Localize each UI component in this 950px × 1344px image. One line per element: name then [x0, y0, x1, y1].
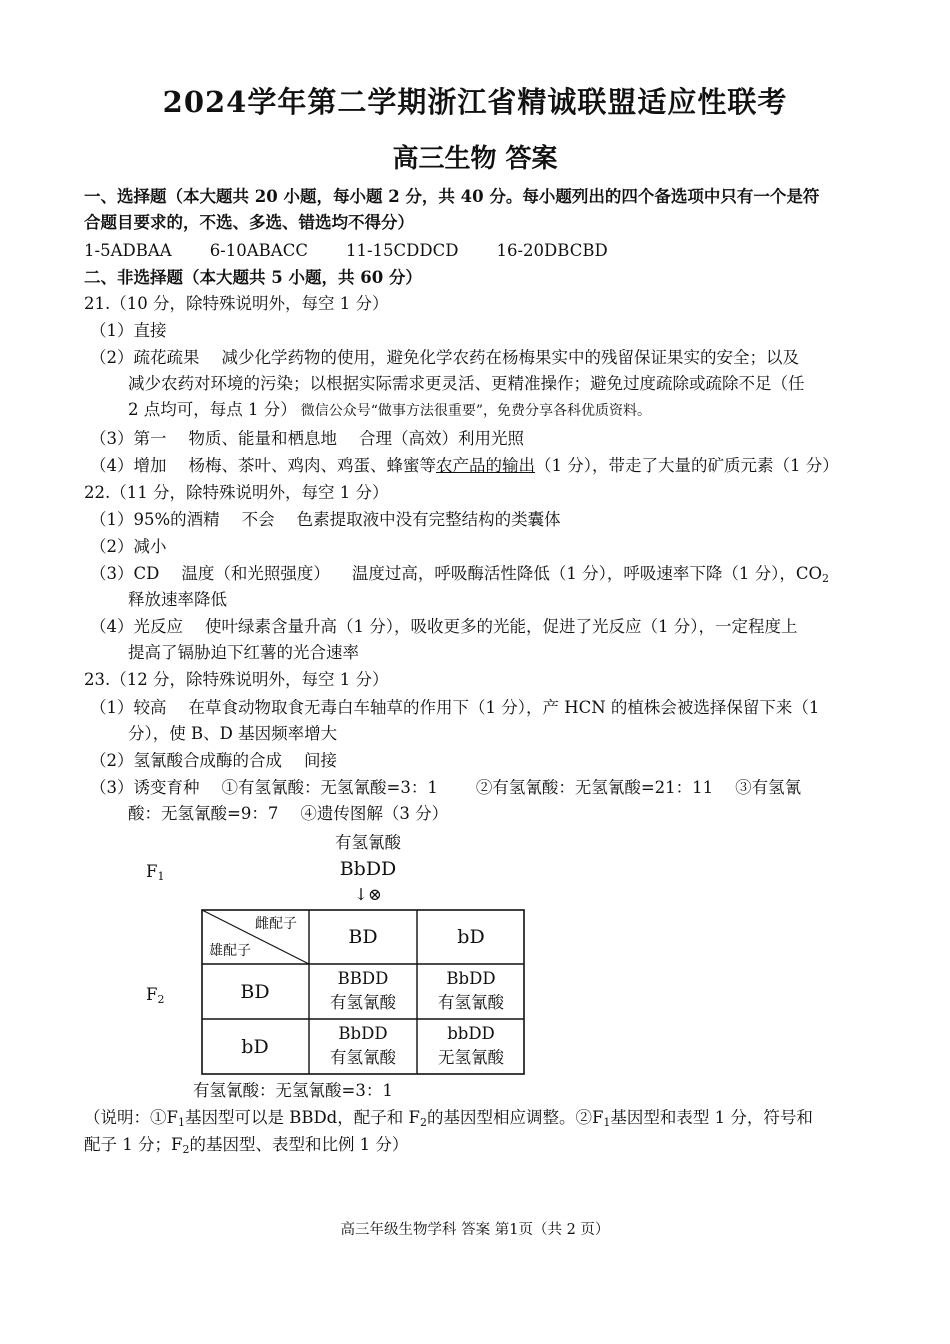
q23-answer-2: [90, 750, 337, 772]
q23-a2-label: （2）氢氰酸合成酶的合成: [90, 751, 282, 770]
row-header: bD: [241, 1036, 269, 1058]
q21-a3-b: 物质、能量和栖息地: [188, 429, 337, 448]
q22-a3-c: 温度过高，呼吸酶活性降低（1 分），呼吸速率下降（1 分），CO: [351, 564, 822, 583]
q22-answer-1: [90, 509, 561, 531]
wechat-note: 微信公众号“做事方法很重要”，免费分享各科优质资料。: [300, 403, 652, 419]
corner-label-top: 雌配子: [255, 916, 297, 932]
offspring-phenotype: 有氢氰酸: [438, 993, 504, 1012]
corner-label-bottom: 雄配子: [209, 943, 251, 959]
offspring-cell: [417, 1022, 525, 1070]
q23-answer-1: [90, 697, 819, 719]
f1-subscript: 1: [157, 870, 165, 883]
expl-subscript: 2: [419, 1116, 427, 1129]
q23-a2-b: 间接: [304, 751, 337, 770]
q22-heading: 22.（11 分，除特殊说明外，每空 1 分）: [84, 483, 389, 502]
q23-a3-result-2: ②有氢氰酸：无氢氰酸=21：11: [475, 778, 714, 797]
q21-a2-l3: 2 点均可，每点 1 分）: [128, 400, 297, 419]
q21-answer-4: [90, 455, 839, 477]
section1-heading-line1: 一、选择题（本大题共 20 小题，每小题 2 分，共 40 分。每小题列出的四个备选项中只有一个是符: [84, 187, 820, 206]
q23-a3-result-1: ①有氢氰酸：无氢氰酸=3：1: [221, 778, 438, 797]
expl-text: （说明：①F: [84, 1108, 178, 1127]
mc-answers: [84, 240, 608, 262]
mc-answer-group: 11-15CDDCD: [345, 241, 459, 260]
q22-answer-4-line2: 提高了镉胁迫下红薯的光合速率: [128, 643, 359, 662]
q22-a3-label: （3）CD: [90, 564, 160, 583]
q23-a1-label: （1）较高: [90, 698, 167, 717]
column-header: bD: [457, 926, 485, 948]
expl-subscript: 2: [182, 1143, 190, 1156]
selfing-arrow: ↓⊗: [354, 885, 382, 904]
section1-heading-line2: 合题目要求的，不选、多选、错选均不得分）: [84, 213, 414, 232]
q22-a4-text: 使叶绿素含量升高（1 分），吸收更多的光能，促进了光反应（1 分），一定程度上: [205, 617, 798, 636]
q23-a3-label: （3）诱变育种: [90, 778, 200, 797]
expl-subscript: 1: [177, 1116, 185, 1129]
q22-a3-b: 温度（和光照强度）: [181, 564, 330, 583]
offspring-phenotype: 无氢氰酸: [438, 1048, 504, 1067]
offspring-genotype: BbDD: [338, 1024, 388, 1043]
q21-answer-2: [90, 347, 799, 369]
q23-heading: 23.（12 分，除特殊说明外，每空 1 分）: [84, 670, 389, 689]
q21-a4-post: （1 分），带走了大量的矿质元素（1 分）: [535, 456, 839, 475]
q23-answer-1-line2: 分），使 B、D 基因频率增大: [128, 724, 338, 743]
f1-genotype: BbDD: [339, 858, 397, 880]
page-title: 2024学年第二学期浙江省精诚联盟适应性联考: [162, 85, 788, 119]
q21-a3-label: （3）第一: [90, 429, 167, 448]
expl-text: 的基因型相应调整。②F: [426, 1108, 604, 1127]
q22-answer-4: [90, 616, 798, 638]
q23-a3-l2b: ④遗传图解（3 分）: [300, 804, 449, 823]
q22-a1-b: 不会: [241, 510, 275, 529]
q23-a3-result-3: ③有氢氰: [735, 778, 802, 797]
expl-text: 基因型和表型 1 分，符号和: [610, 1108, 813, 1127]
q22-answer-3-line2: 释放速率降低: [128, 590, 227, 609]
q21-a4-underlined: 农产品的输出: [436, 456, 535, 475]
q22-a1-label: （1）95%的酒精: [90, 510, 220, 529]
offspring-genotype: BbDD: [446, 969, 496, 988]
expl-subscript: 1: [603, 1116, 611, 1129]
q21-a2-label: （2）疏花疏果: [90, 348, 200, 367]
q21-answer-2-line3: [128, 399, 651, 422]
q21-a2-text: 减少化学药物的使用，避免化学农药在杨梅果实中的残留保证果实的安全；以及: [221, 348, 799, 367]
q23-answer-3-line2: [128, 803, 448, 825]
q23-a1-text: 在草食动物取食无毒白车轴草的作用下（1 分），产 HCN 的植株会被选择保留下来（1: [188, 698, 820, 717]
mc-answer-group: 6-10ABACC: [209, 241, 308, 260]
row-header: BD: [240, 981, 270, 1003]
q21-answer-3: [90, 428, 524, 450]
offspring-cell: [309, 1022, 417, 1070]
page-subtitle: 高三生物 答案: [392, 144, 558, 174]
expl-text: 基因型可以是 BBDd，配子和 F: [184, 1108, 420, 1127]
explanation-line1: [84, 1107, 813, 1129]
expl-text: 的基因型、表型和比例 1 分）: [189, 1135, 409, 1154]
f1-letter: F: [146, 862, 158, 881]
section2-heading: 二、非选择题（本大题共 5 小题，共 60 分）: [84, 268, 422, 287]
f2-letter: F: [146, 985, 158, 1004]
offspring-cell: [309, 967, 417, 1015]
explanation-line2: [84, 1134, 408, 1156]
q21-answer-2-line2: 减少农药对环境的污染；以根据实际需求更灵活、更精准操作；避免过度疏除或疏除不足（任: [128, 374, 805, 393]
f1-label: [146, 861, 164, 883]
f1-phenotype: 有氢氰酸: [335, 833, 401, 852]
expl-text: 配子 1 分；F: [84, 1135, 183, 1154]
q22-answer-2: （2）减小: [90, 537, 167, 556]
q21-a4-label: （4）增加: [90, 456, 167, 475]
q21-answer-1: （1）直接: [90, 321, 167, 340]
f2-ratio: 有氢氰酸：无氢氰酸=3：1: [193, 1081, 393, 1100]
q22-answer-3: [90, 563, 829, 585]
q22-a1-c: 色素提取液中没有完整结构的类囊体: [296, 510, 561, 529]
q21-a3-c: 合理（高效）利用光照: [359, 429, 524, 448]
q22-a4-label: （4）光反应: [90, 617, 183, 636]
q22-a3-subscript: 2: [822, 572, 829, 585]
q23-a3-l2a: 酸：无氢氰酸=9：7: [128, 804, 279, 823]
offspring-phenotype: 有氢氰酸: [330, 993, 396, 1012]
offspring-phenotype: 有氢氰酸: [330, 1048, 396, 1067]
f2-subscript: 2: [157, 993, 165, 1006]
f2-label: [146, 984, 164, 1006]
offspring-cell: [417, 967, 525, 1015]
mc-answer-group: 16-20DBCBD: [496, 241, 608, 260]
offspring-genotype: bbDD: [447, 1024, 495, 1043]
q21-a4-pre: 杨梅、茶叶、鸡肉、鸡蛋、蜂蜜等: [188, 456, 436, 475]
column-header: BD: [348, 926, 378, 948]
q21-heading: 21.（10 分，除特殊说明外，每空 1 分）: [84, 294, 389, 313]
page-footer: 高三年级生物学科 答案 第1页（共 2 页）: [340, 1222, 610, 1238]
q23-answer-3: [90, 777, 801, 799]
mc-answer-group: 1-5ADBAA: [84, 241, 172, 260]
offspring-genotype: BBDD: [337, 969, 389, 988]
